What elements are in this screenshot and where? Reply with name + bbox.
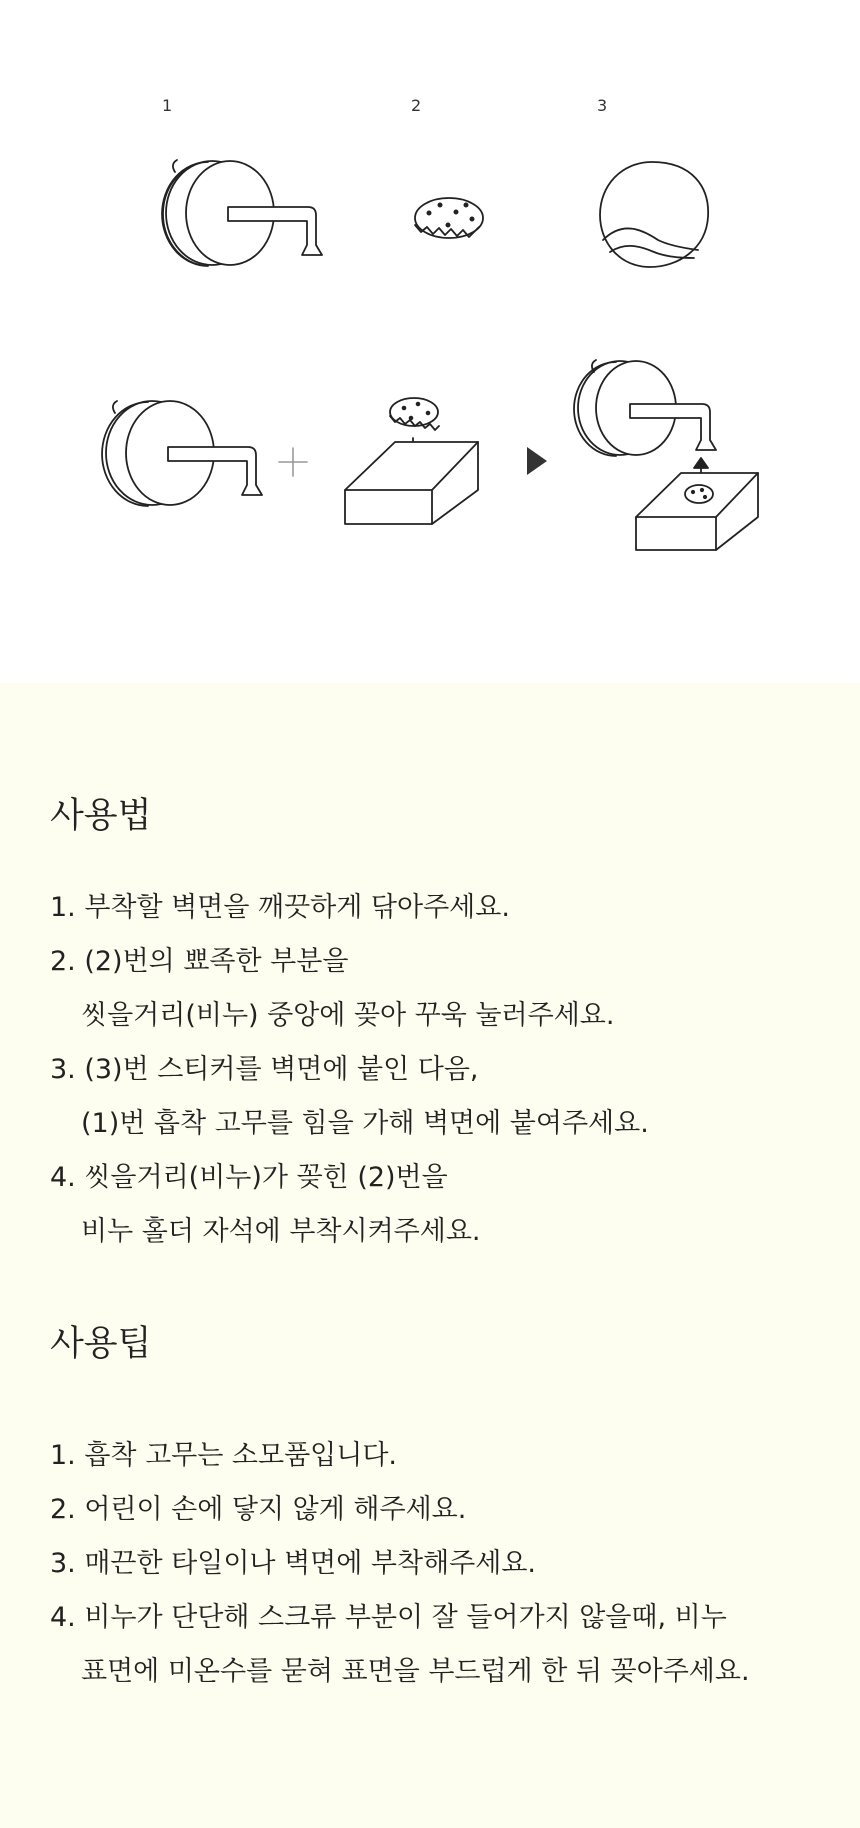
tips-line: 2. 어린이 손에 닿지 않게 해주세요. (50, 1494, 467, 1525)
usage-line: 2. (2)번의 뾰족한 부분을 (50, 946, 349, 977)
usage-line: 1. 부착할 벽면을 깨끗하게 닦아주세요. (50, 892, 510, 923)
plus-icon (279, 448, 307, 476)
usage-title: 사용법 (50, 796, 152, 836)
suction-holder-drawing (162, 160, 322, 266)
step-number-3: 3 (597, 96, 608, 115)
usage-line: (1)번 흡착 고무를 힘을 가해 벽면에 붙여주세요. (81, 1108, 649, 1139)
tips-line: 3. 매끈한 타일이나 벽면에 부착해주세요. (50, 1548, 536, 1579)
tips-line: 1. 흡착 고무는 소모품입니다. (50, 1440, 397, 1471)
sticker-drawing (600, 162, 708, 267)
screw-drawing (415, 198, 483, 238)
usage-steps (50, 881, 840, 1259)
soap-with-screw-drawing (345, 398, 478, 524)
usage-line: 씻을거리(비누) 중앙에 꽂아 꾸욱 눌러주세요. (81, 1000, 615, 1031)
product-illustration (0, 0, 860, 683)
usage-line: 비누 홀더 자석에 부착시켜주세요. (81, 1216, 481, 1247)
arrow-right-icon (527, 447, 547, 475)
step-number-1: 1 (162, 96, 173, 115)
tips-line: 4. 비누가 단단해 스크류 부분이 잘 들어가지 않을때, 비누 (50, 1602, 727, 1633)
usage-line: 4. 씻을거리(비누)가 꽂힌 (2)번을 (50, 1162, 448, 1193)
step-number-2: 2 (411, 96, 422, 115)
assembly-holder-drawing (102, 401, 262, 506)
tips-title: 사용팁 (50, 1324, 152, 1364)
usage-line: 3. (3)번 스티커를 벽면에 붙인 다음, (50, 1054, 479, 1085)
tips-list (50, 1429, 840, 1699)
assembled-result-drawing (574, 360, 758, 550)
tips-line: 표면에 미온수를 묻혀 표면을 부드럽게 한 뒤 꽂아주세요. (81, 1656, 750, 1687)
instructions-section (0, 683, 860, 1828)
